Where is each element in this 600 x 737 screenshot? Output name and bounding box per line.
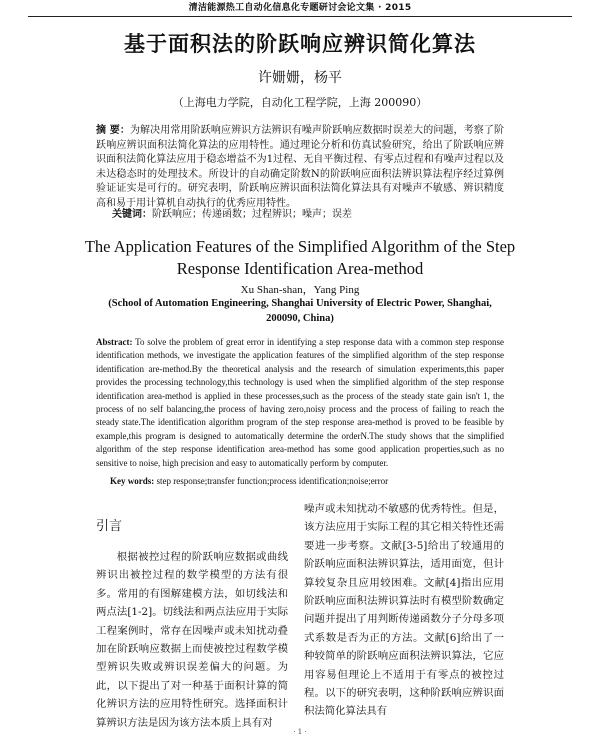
abstract-chinese-label: 摘 要： [96, 125, 130, 136]
section-heading-introduction: 引言 [96, 519, 123, 534]
affiliation-english: (School of Automation Engineering, Shanghai University of Electric Power, Shanghai, 200090, China) [108, 298, 492, 324]
keywords-english-label: Key words: [110, 476, 155, 486]
keywords-chinese [112, 208, 504, 222]
body-column-left [96, 500, 288, 732]
running-header: 清洁能源热工自动化信息化专题研讨会论文集 · 2015 [28, 2, 572, 17]
intro-paragraph-left: 根据被控过程的阶跃响应数据或曲线辨识出被控过程的数学模型的方法有很多。常用的有图解建模方法，如切线法和两点法[1-2]。切线法和两点法应用于实际工程案例时，常存在因噪声或未知扰动叠加在阶跃响应数据上而使被控过程数学模型辨识失败或辨识误差偏大的问题。为此，以下提出了对一种基于面积计算的简化辨识方法的应用特性研究。选择面积计算辨识方法是因为该方法本质上具有对 [96, 551, 288, 729]
page-number: · 1 · [293, 728, 307, 736]
abstract-chinese-text: 为解决用常用阶跃响应辨识方法辨识有噪声阶跃响应数据时误差大的问题，考察了阶跃响应辨识面积法简化算法的应用特性。通过理论分析和仿真试验研究，给出了阶跃响应辨识面积法简化算法应用于稳态增益不为1过程、无自平衡过程、有零点过程和有噪声过程以及未达稳态时的处理技术。所设计的自动确定阶数N的阶跃响应面积法辨识算法程序经过算例验证证实是可行的。研究表明，阶跃响应辨识面积法简化算法具有对噪声不敏感、辨识精度高和易于用计算机自动执行的优秀应用特性。 [96, 125, 505, 209]
body-column-right [304, 500, 504, 721]
keywords-chinese-text: 阶跃响应；传递函数；过程辨识；噪声；误差 [152, 209, 352, 220]
abstract-english [96, 336, 504, 470]
intro-paragraph-right: 噪声或未知扰动不敏感的优秀特性。但是，该方法应用于实际工程的其它相关特性还需要进一步考察。文献[3-5]给出了较通用的阶跃响应面积法辨识算法，适用面宽，但计算较复杂且应用较困难。文献[4]指出应用阶跃响应面积法辨识算法时有模型阶数确定问题并提出了用判断传递函数分子分母多项式系数是否为正的方法。文献[6]给出了一种较简单的阶跃响应面积法辨识算法，它应用容易但理论上不适用于有零点的被控过程。以下的研究表明，这种阶跃响应辨识面积法简化算法具有 [304, 503, 504, 718]
authors-chinese: 许姗姗，杨平 [258, 70, 342, 86]
authors-english: Xu Shan-shan，Yang Ping [240, 284, 360, 296]
affiliation-chinese: （上海电力学院，自动化工程学院，上海 200090） [172, 96, 428, 109]
abstract-english-text: To solve the problem of great error in identifying a step response data with a common step response identification methods, we investigate the application features of the simplified algorithm of the step response identification are-method.By the theoretical analysis and the research of simulation experiments,this paper provides the processing technology,this technology is used when the simplified algorithm of the step response identification area-method is applied in these processes,such as the process of the steady state gain isn't 1, the process of no self balancing,the process of having zero,noisy process and the process of failing to reach the steady state.The identification algorithm program of the step response area-method is proved to be feasible by example,this program is designed to automatically determine the orderN.The study shows that the simplified algorithm of the step response identification area-method has some good application properties,such as no sensitive to noise, high precision and easy to automatically perform by computer. [96, 337, 504, 468]
keywords-english-text: step response;transfer function;process identification;noise;error [156, 476, 389, 486]
abstract-chinese [96, 124, 504, 211]
abstract-english-label: Abstract: [96, 337, 133, 347]
paper-title-english: The Application Features of the Simplified Algorithm of the Step Response Identification Area-method [84, 237, 516, 278]
keywords-chinese-label: 关键词： [112, 209, 152, 220]
paper-title-chinese: 基于面积法的阶跃响应辨识简化算法 [124, 32, 476, 56]
keywords-english [110, 475, 504, 488]
